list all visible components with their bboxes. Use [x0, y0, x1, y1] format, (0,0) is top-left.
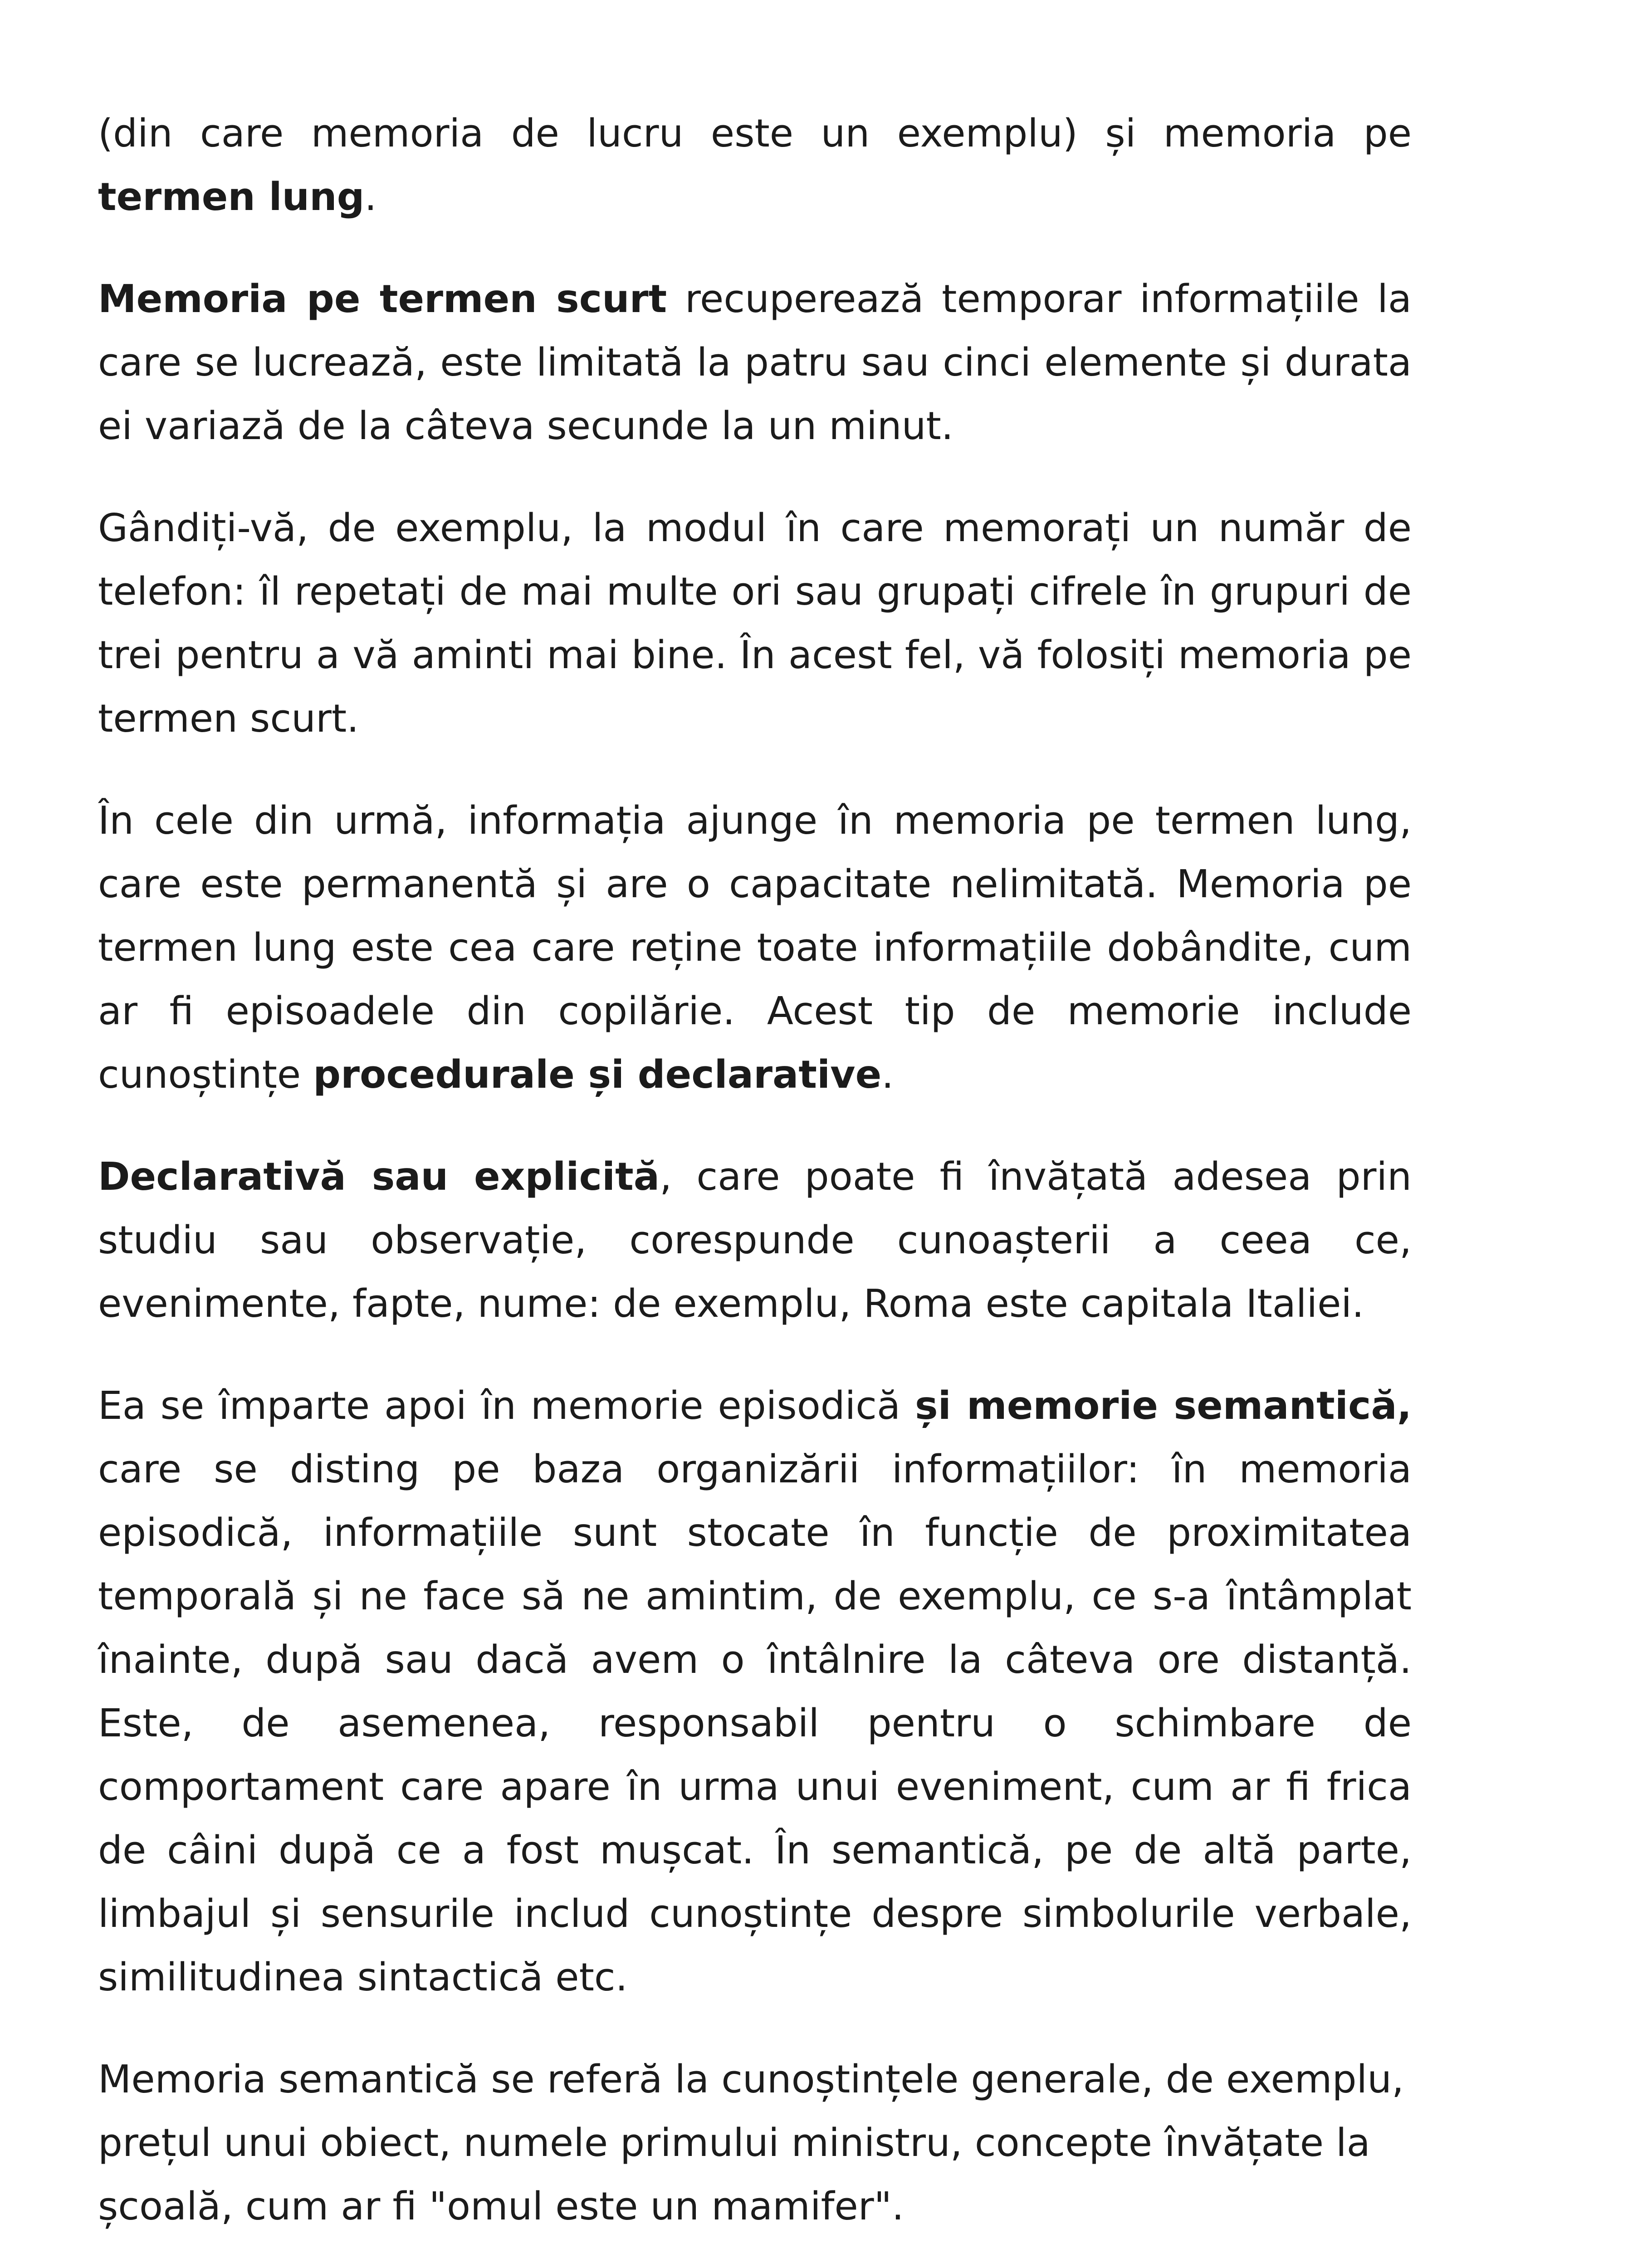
paragraph-6-text: Ea se împarte apoi în memorie episodică	[98, 1383, 915, 1428]
paragraph-4-end: .	[881, 1052, 894, 1097]
paragraph-2	[98, 268, 1412, 458]
paragraph-4-text: În cele din urmă, informația ajunge în memoria pe termen lung, care este permanentă și are o capacitate nelimitată. Memoria pe termen lung este cea care reține toate informațiile dobândite, cum ar fi episoadele din copilărie. Acest tip de memorie include cunoștințe	[98, 798, 1412, 1097]
paragraph-6-bold-term: și memorie semantică,	[914, 1383, 1412, 1428]
paragraph-1-end: .	[364, 175, 377, 220]
paragraph-5-text: , care poate fi învățată adesea prin studiu sau observație, corespunde cunoașterii a ceea ce, evenimente, fapte, nume: de exemplu, Roma este capitala Italiei.	[98, 1154, 1412, 1326]
body-text	[98, 102, 1412, 2268]
paragraph-7-text: Memoria semantică se referă la cunoștințele generale, de exemplu, prețul unui obiect, numele primului ministru, concepte învățate la școală, cum ar fi "omul este un mamifer".	[98, 2057, 1404, 2229]
paragraph-1	[98, 102, 1412, 229]
paragraph-6-rest: care se disting pe baza organizării informațiilor: în memoria episodică, informațiile sunt stocate în funcție de proximitatea temporală și ne face să ne amintim, de exemplu, ce s-a întâmplat înainte, după sau dacă avem o întâlnire la câteva ore distanță. Este, de asemenea, responsabil pentru o schimbare de comportament care apare în urma unui eveniment, cum ar fi frica de câini după ce a fost mușcat. În semantică, pe de altă parte, limbajul și sensurile includ cunoștințe despre simbolurile verbale, similitudinea sintactică etc.	[98, 1447, 1412, 2000]
paragraph-5-bold-term: Declarativă sau explicită	[98, 1154, 660, 1199]
paragraph-6	[98, 1374, 1412, 2009]
paragraph-3-text: Gândiți-vă, de exemplu, la modul în care memorați un număr de telefon: îl repetați de mai multe ori sau grupați cifrele în grupuri de trei pentru a vă aminti mai bine. În acest fel, vă folosiți memoria pe termen scurt.	[98, 506, 1412, 741]
paragraph-2-bold-term: Memoria pe termen scurt	[98, 277, 667, 322]
paragraph-2-text: recuperează temporar informațiile la care se lucrează, este limitată la patru sau cinci elemente și durata ei variază de la câteva secunde la un minut.	[98, 277, 1412, 449]
paragraph-3	[98, 497, 1412, 751]
paragraph-4	[98, 789, 1412, 1107]
paragraph-1-bold-term: termen lung	[98, 175, 365, 220]
paragraph-1-text: (din care memoria de lucru este un exemplu) și memoria pe	[98, 111, 1412, 156]
paragraph-4-bold-term: procedurale și declarative	[313, 1052, 882, 1097]
paragraph-7	[98, 2048, 1412, 2239]
paragraph-5	[98, 1145, 1412, 1336]
